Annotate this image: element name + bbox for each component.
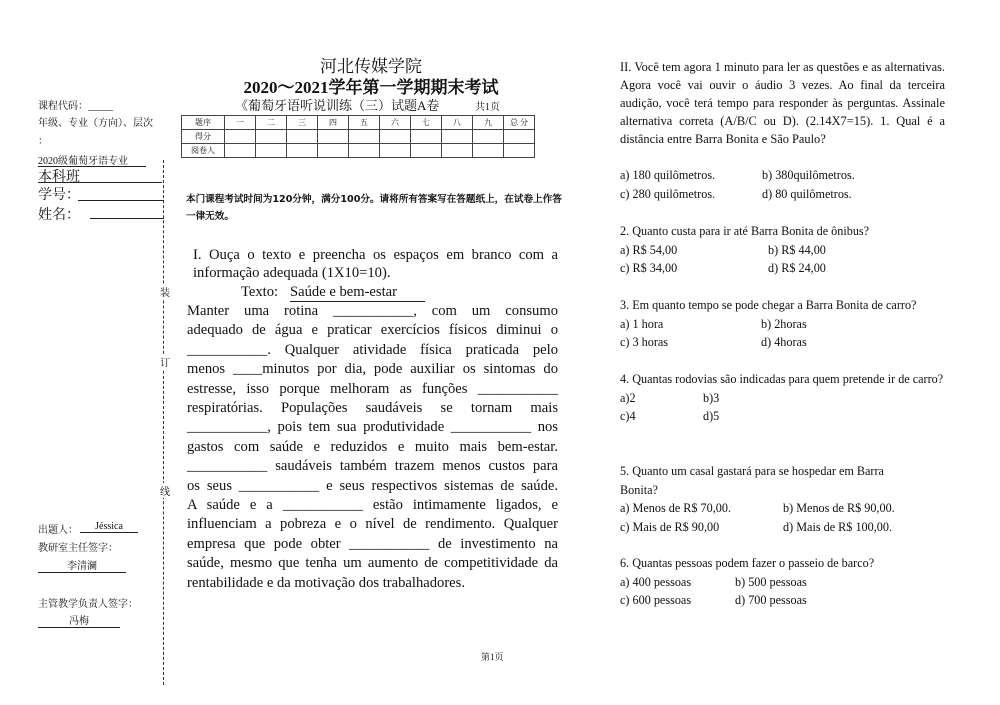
option-c[interactable]: c) 600 pessoas [620,593,692,607]
binding-char-2: 订 [160,354,170,369]
table-cell: 四 [318,116,349,130]
option-d[interactable]: d) 700 pessoas [735,593,807,607]
grader-cell[interactable] [225,144,256,158]
page-footer: 第1页 [481,652,504,662]
text-label: Texto: [241,284,279,300]
score-cell[interactable] [380,130,411,144]
option-c[interactable]: c)4 [620,409,636,423]
question-text: 5. Quanto um casal gastará para se hospedar em Barra Bonita? [620,464,884,497]
q1-options [620,166,945,203]
option-c[interactable]: c) R$ 34,00 [620,261,678,275]
option-d[interactable]: d) Mais de R$ 100,00. [783,519,893,534]
option-a[interactable]: a) 180 quilômetros. [620,168,716,182]
score-cell[interactable] [256,130,287,144]
option-a[interactable]: a) 1 hora [620,316,664,331]
grader-cell[interactable] [473,144,504,158]
passage-line: A saúde e a ___________ estão intimamente ligados, e [187,497,558,514]
table-row [182,144,535,158]
table-row [182,130,535,144]
director-label: 教研室主任签字： [38,543,118,554]
table-cell: 二 [256,116,287,130]
score-cell[interactable] [287,130,318,144]
grader-cell[interactable] [442,144,473,158]
dean-name: 冯梅 [38,612,120,628]
exam-subtitle: 《葡萄牙语听说训练（三）试题A卷 [235,98,440,113]
table-cell: 六 [380,116,411,130]
question-text: 3. Em quanto tempo se pode chegar a Barra Bonita de carro? [620,298,917,312]
binding-line [163,160,164,685]
course-code: 课程代码：_____ [38,101,113,112]
passage-line: rentabilidade e da motivação dos trabalhadores. [187,574,465,591]
score-cell[interactable] [442,130,473,144]
option-d[interactable]: d)5 [703,409,720,423]
option-a[interactable]: a) Menos de R$ 70,00. [620,501,732,515]
setter-name: Jéssica [80,521,138,533]
table-cell: 题序 [182,116,225,130]
option-b[interactable]: b) 380quilômetros. [762,168,855,182]
exam-title: 2020～2021学年第一学期期末考试 [243,78,499,97]
option-b[interactable]: b)3 [703,390,720,405]
passage-line: menos ____minutos por dia, pode auxiliar os sintomas do [187,361,558,378]
grader-cell[interactable] [411,144,442,158]
table-cell: 总 分 [504,116,535,130]
q4 [620,370,945,426]
passage-line: empresa que pode obter ___________ de investimento na [187,535,558,552]
page-count: 共1页 [475,102,500,113]
setter-label: 出题人： [38,525,78,536]
option-d[interactable]: d) 4horas [761,335,807,349]
grade-major-label: 年级、专业（方向）、层次 [38,118,153,129]
option-b[interactable]: b) Menos de R$ 90,00. [783,501,895,515]
table-cell: 七 [411,116,442,130]
option-c[interactable]: c) 3 horas [620,335,669,349]
student-id-label: 学号： [38,188,80,203]
question-text: 4. Quantas rodovias são indicadas para quem pretende ir de carro? [620,372,944,386]
grader-cell[interactable] [349,144,380,158]
option-c[interactable]: c) 280 quilômetros. [620,186,716,201]
grade-colon: ： [38,136,48,147]
dean-label: 主管教学负责人签字： [38,599,138,610]
question-text: 6. Quantas pessoas podem fazer o passeio de barco? [620,556,875,570]
binding-char-1: 装 [160,284,170,299]
q6 [620,554,945,610]
passage-line: estresse, isso porque melhoram as funções ___________ [187,380,558,397]
q3 [620,296,945,352]
question-text: 2. Quanto custa para ir até Barra Bonita de ônibus? [620,224,870,238]
grader-cell[interactable] [256,144,287,158]
class-line2: 本科班 [38,170,80,185]
table-cell: 一 [225,116,256,130]
option-a[interactable]: a) 400 pessoas [620,574,692,589]
option-a[interactable]: a) R$ 54,00 [620,242,678,257]
section1-title: I. Ouça o texto e preencha os espaços em branco com a informação adequada (1X10=10). [193,247,558,281]
exam-instructions: 本门课程考试时间为120分钟，满分100分。请将所有答案写在答题纸上，在试卷上作答一律无效。 [186,194,562,222]
option-b[interactable]: b) 2horas [761,316,807,331]
passage [187,302,558,593]
passage-line: ___________ saudáveis também trazem menos custos para [187,458,558,475]
table-cell: 五 [349,116,380,130]
option-b[interactable]: b) 500 pessoas [735,574,807,589]
option-d[interactable]: d) R$ 24,00 [768,261,826,275]
passage-line: os seus ___________ e seus respectivos sistemas de saúde. [187,477,558,494]
text-title: Saúde e bem-estar [290,284,425,302]
q5 [620,462,945,536]
score-cell[interactable] [318,130,349,144]
option-c[interactable]: c) Mais de R$ 90,00 [620,519,720,534]
school-name: 河北传媒学院 [320,57,422,76]
score-cell[interactable] [349,130,380,144]
passage-line: Manter uma rotina ___________, com um consumo [187,303,558,319]
name-field[interactable] [90,218,164,219]
grader-cell[interactable] [380,144,411,158]
score-cell[interactable] [225,130,256,144]
table-cell: 九 [473,116,504,130]
table-cell: 阅卷人 [182,144,225,158]
table-cell: 八 [442,116,473,130]
table-cell: 得分 [182,130,225,144]
score-cell[interactable] [473,130,504,144]
passage-line: respiratórias. Populações saudáveis se tornam mais [187,400,558,417]
option-b[interactable]: b) R$ 44,00 [768,242,826,257]
name-label: 姓名： [38,208,80,223]
option-d[interactable]: d) 80 quilômetros. [762,186,852,201]
student-id-field[interactable] [78,200,164,201]
score-table [181,115,535,158]
director-name: 李清澜 [38,557,126,573]
grader-cell[interactable] [287,144,318,158]
table-cell: 三 [287,116,318,130]
binding-char-3: 线 [160,483,170,498]
grader-cell[interactable] [504,144,535,158]
class-underline-2 [38,182,162,183]
passage-line: saúde, mesmo que tenha um aumento de competitividade da [187,555,558,572]
grader-cell[interactable] [318,144,349,158]
table-row [182,116,535,130]
score-cell[interactable] [504,130,535,144]
passage-line: ___________, pois tem sua produtividade ___________ nos [187,419,558,436]
q2 [620,222,945,278]
passage-line: influenciam a pobreza e o nível de rendimento. Qualquer [187,516,558,533]
section2-intro: II. Você tem agora 1 minuto para ler as questões e as alternativas. Agora você vai ouvir o áudio 3 vezes. Ao final da terceira audição, você terá tempo para responder às perguntas. Assinale alternativa correta (A/B/C ou D). (2.14X7=15). 1. Qual é a distância entre Barra Bonita e São Paulo? [620,60,945,146]
passage-line: adequado de água e praticar exercícios físicos diminui o [187,322,558,339]
score-cell[interactable] [411,130,442,144]
class-line1: 2020级葡萄牙语专业 [38,156,128,167]
option-a[interactable]: a)2 [620,390,636,405]
passage-line: ___________. Qualquer atividade física praticada pelo [187,341,558,358]
passage-line: gastos com saúde e reduzidos e muito mais bem-estar. [187,438,558,455]
